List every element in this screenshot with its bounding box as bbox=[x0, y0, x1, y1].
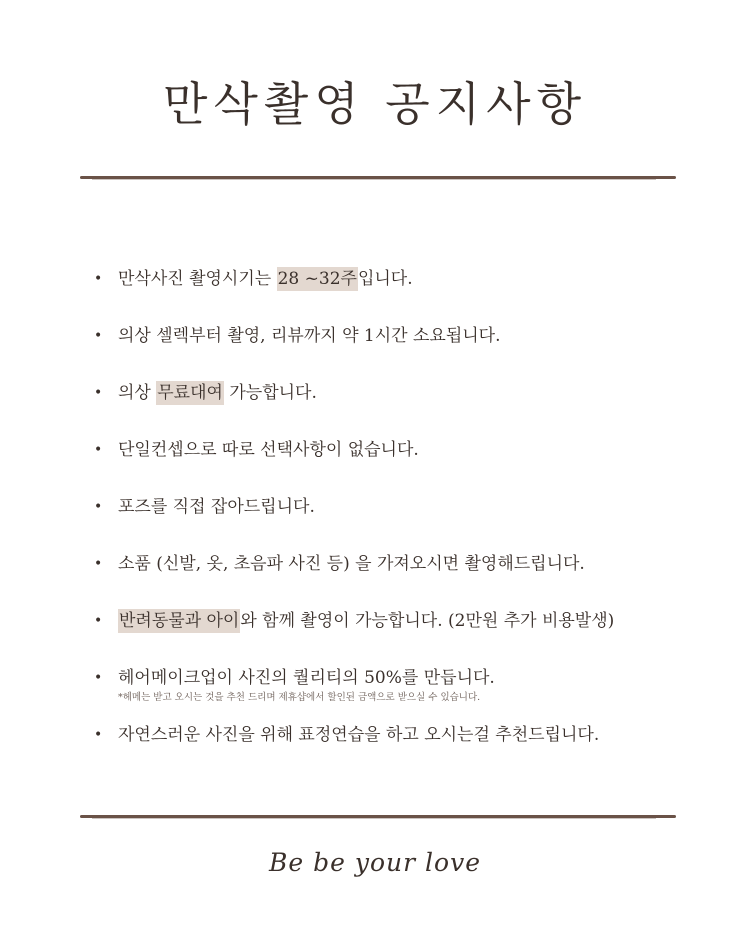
page-title: 만삭촬영 공지사항 bbox=[162, 77, 588, 131]
bullet: • bbox=[94, 442, 103, 458]
bullet: • bbox=[94, 613, 103, 629]
bullet: • bbox=[94, 499, 103, 515]
signature: Be be your love bbox=[269, 848, 481, 877]
bullet: • bbox=[94, 556, 103, 572]
notice-text: 자연스러운 사진을 위해 표정연습을 하고 오시는걸 추천드립니다. bbox=[118, 725, 600, 745]
notice-text-after: 가능합니다. bbox=[223, 383, 317, 403]
notice-text: 의상 셀렉부터 촬영, 리뷰까지 약 1시간 소요됩니다. bbox=[118, 326, 501, 346]
notice-text-before: 만삭사진 촬영시기는 bbox=[118, 269, 277, 289]
notice-text: 헤어메이크업이 사진의 퀄리티의 50%를 만듭니다. bbox=[118, 668, 495, 688]
notice-text: 단일컨셉으로 따로 선택사항이 없습니다. bbox=[118, 440, 419, 460]
bullet: • bbox=[94, 727, 103, 743]
bullet: • bbox=[94, 271, 103, 287]
highlight-weeks: 28 ~32주 bbox=[277, 269, 357, 289]
bullet: • bbox=[94, 385, 103, 401]
bullet: • bbox=[94, 328, 103, 344]
notice-text bbox=[118, 608, 614, 634]
notice-text: 포즈를 직접 잡아드립니다. bbox=[118, 497, 315, 517]
notice-text-before: 의상 bbox=[118, 383, 157, 403]
hair-makeup-footnote: *헤메는 받고 오시는 것을 추천 드리며 제휴샵에서 할인된 금액으로 받으실 수 있습니다. bbox=[118, 692, 481, 703]
highlight-pets-kids: 반려동물과 아이 bbox=[119, 611, 240, 631]
notice-text-after: 입니다. bbox=[357, 269, 413, 289]
highlight-free-rental: 무료대여 bbox=[157, 383, 223, 403]
notice-text: 소품 (신발, 옷, 초음파 사진 등) 을 가져오시면 촬영해드립니다. bbox=[118, 554, 585, 574]
top-divider bbox=[80, 176, 676, 179]
bottom-divider bbox=[80, 815, 676, 818]
notice-text-after: 와 함께 촬영이 가능합니다. (2만원 추가 비용발생) bbox=[240, 611, 615, 631]
notice-text bbox=[118, 380, 317, 406]
bullet: • bbox=[94, 670, 103, 686]
notice-text bbox=[118, 266, 413, 292]
